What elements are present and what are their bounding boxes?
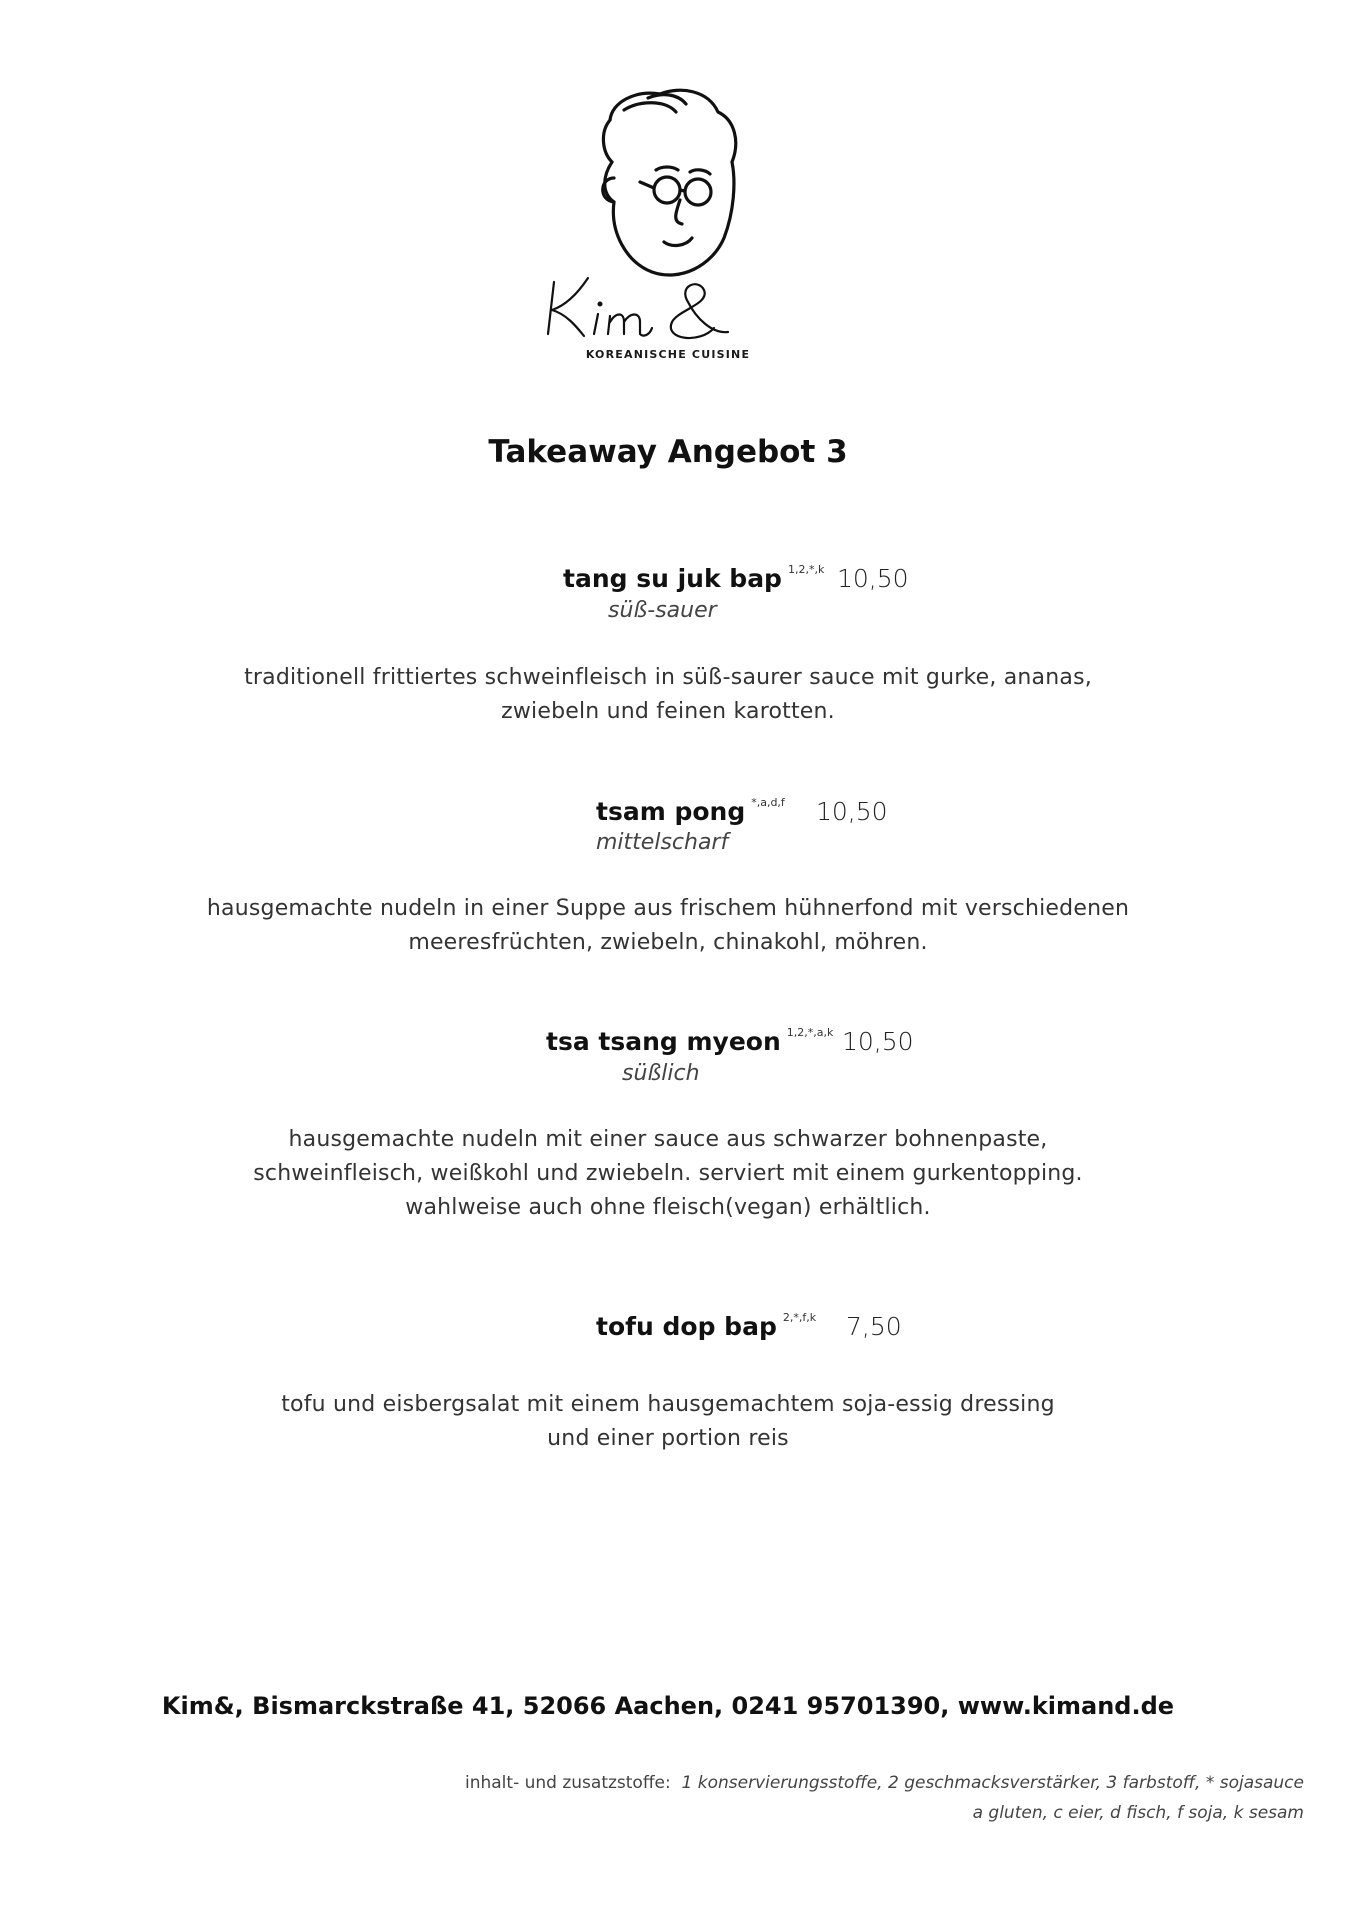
allergen-legend-additives: 1 konservierungsstoffe, 2 geschmacksverstärker, 3 farbstoff, * sojasauce xyxy=(681,1773,1304,1793)
dish-note: süßlich xyxy=(622,1061,700,1086)
allergen-legend-lead: inhalt- und zusatzstoffe: xyxy=(464,1773,671,1793)
dish-note: süß-sauer xyxy=(608,598,717,623)
dish-description xyxy=(100,1388,1236,1456)
dish-allergen-codes: *,a,d,f xyxy=(751,796,785,809)
footer-address: Kim&, Bismarckstraße 41, 52066 Aachen, 0241 95701390, www.kimand.de xyxy=(161,1692,1175,1720)
allergen-legend-line-2: a gluten, c eier, d fisch, f soja, k sesam xyxy=(972,1803,1304,1823)
dish-description xyxy=(100,1123,1236,1225)
dish-description-line: zwiebeln und feinen karotten. xyxy=(501,699,835,724)
dish-allergen-codes: 2,*,f,k xyxy=(782,1311,817,1324)
dish-price: 10,50 xyxy=(816,797,888,826)
dish-description-line: und einer portion reis xyxy=(547,1426,789,1451)
dish-description-line: wahlweise auch ohne fleisch(vegan) erhältlich. xyxy=(405,1195,931,1220)
dish-title xyxy=(596,1312,816,1341)
allergen-legend-line-1 xyxy=(465,1768,1304,1798)
dish-description xyxy=(100,892,1236,960)
dish-description-line: hausgemachte nudeln in einer Suppe aus frischem hühnerfond mit verschiedenen xyxy=(206,896,1130,921)
dish-title xyxy=(546,1027,833,1056)
dish-description-line: hausgemachte nudeln mit einer sauce aus schwarzer bohnenpaste, xyxy=(288,1127,1048,1152)
dish-allergen-codes: 1,2,*,a,k xyxy=(786,1026,834,1039)
dish-price: 10,50 xyxy=(842,1027,914,1056)
allergen-legend xyxy=(465,1768,1304,1828)
dish-description-line: traditionell frittiertes schweinfleisch in süß-saurer sauce mit gurke, ananas, xyxy=(244,665,1092,690)
dish-name: tofu dop bap xyxy=(596,1312,777,1341)
dish-price: 10,50 xyxy=(837,564,909,593)
dish-title xyxy=(596,797,785,826)
page-title: Takeaway Angebot 3 xyxy=(488,434,848,470)
dish-description xyxy=(100,661,1236,729)
dish-description-line: meeresfrüchten, zwiebeln, chinakohl, möhren. xyxy=(408,930,928,955)
dish-allergen-codes: 1,2,*,k xyxy=(787,563,825,576)
brand-logo xyxy=(540,82,790,372)
brand-tagline: KOREANISCHE CUISINE xyxy=(585,348,751,361)
dish-note: mittelscharf xyxy=(596,830,729,855)
dish-title xyxy=(563,564,824,593)
dish-name: tsa tsang myeon xyxy=(546,1027,781,1056)
dish-price: 7,50 xyxy=(846,1312,902,1341)
face-illustration-icon xyxy=(540,82,790,372)
dish-description-line: tofu und eisbergsalat mit einem hausgemachtem soja-essig dressing xyxy=(281,1392,1055,1417)
dish-description-line: schweinfleisch, weißkohl und zwiebeln. serviert mit einem gurkentopping. xyxy=(253,1161,1083,1186)
dish-name: tsam pong xyxy=(596,797,746,826)
dish-name: tang su juk bap xyxy=(563,564,782,593)
